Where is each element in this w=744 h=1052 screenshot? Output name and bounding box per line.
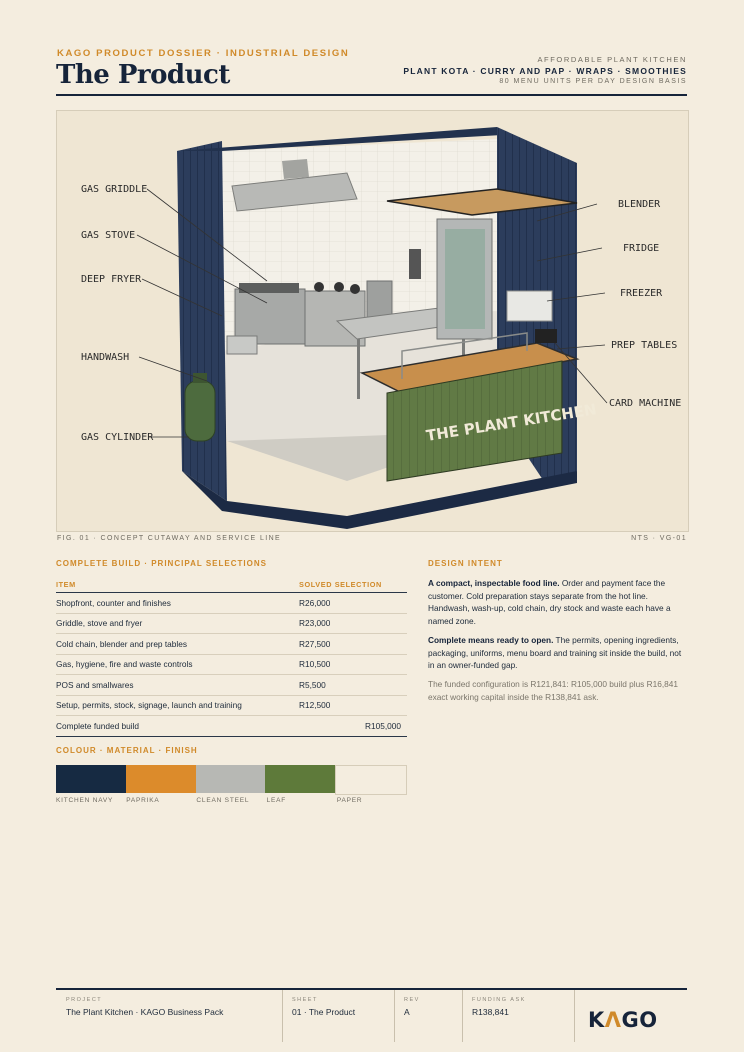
rev-label: REV [404, 997, 420, 1003]
label-gas-stove: GAS STOVE [81, 230, 136, 241]
funding-label: FUNDING ASK [472, 997, 526, 1003]
design-intent-text [428, 577, 688, 709]
intent-lead-1: A compact, inspectable food line. [428, 578, 560, 588]
intent-lead-2: Complete means ready to open. [428, 634, 554, 645]
swatch-paper [335, 765, 407, 795]
figure-reference: NTS · VG-01 [631, 535, 687, 542]
label-fridge: FRIDGE [623, 243, 660, 254]
label-deep-fryer: DEEP FRYER [81, 274, 142, 285]
row-item: Cold chain, blender and prep tables [56, 634, 299, 655]
funding-value: R138,841 [472, 1007, 509, 1017]
build-table [56, 576, 407, 737]
row-value: R26,000 [299, 593, 407, 614]
palette-swatches [56, 765, 407, 795]
swatch-leaf [265, 765, 335, 793]
row-value: R23,000 [299, 613, 407, 634]
sheet-label: SHEET [292, 997, 318, 1003]
swatch-clean-steel [196, 765, 266, 793]
swatch-paprika [126, 765, 196, 793]
intent-body-1: Order and payment face the customer. Cold preparation stays separate from the hot line. Handwash, wash-up, cold chain, dry stock and waste each have a named zone. [428, 578, 671, 627]
logo-go: GO [621, 1008, 658, 1032]
label-gas-griddle: GAS GRIDDLE [81, 184, 148, 195]
swatch-label: KITCHEN NAVY [56, 797, 114, 804]
logo-a: Λ [604, 1008, 622, 1032]
swatch-label: CLEAN STEEL [196, 797, 250, 804]
row-value: R10,500 [299, 654, 407, 675]
label-handwash: HANDWASH [81, 352, 130, 363]
cutaway-illustration [57, 111, 688, 531]
intent-paragraph-2 [428, 634, 688, 672]
rev-value: A [404, 1007, 410, 1017]
concept-cutaway-figure [56, 110, 689, 532]
palette-labels [56, 797, 407, 804]
intent-paragraph-3: The funded configuration is R121,841: R105,000 build plus R16,841 exact working capital inside the R138,841 ask. [428, 678, 679, 702]
table-row [56, 675, 407, 696]
table-row [56, 593, 407, 614]
row-item: Gas, hygiene, fire and waste controls [56, 654, 299, 675]
row-value: R12,500 [299, 695, 407, 716]
swatch-kitchen-navy [56, 765, 126, 793]
table-row [56, 654, 407, 675]
col-value-header: SOLVED SELECTION [299, 576, 407, 593]
row-value: R27,500 [299, 634, 407, 655]
build-heading: COMPLETE BUILD · PRINCIPAL SELECTIONS [56, 559, 267, 568]
total-item: Complete funded build [56, 716, 299, 737]
intent-body-2: The permits, opening ingredients, packaging, uniforms, menu board and training sit inside the build, not in an owner-funded gap. [428, 634, 682, 671]
row-item: Griddle, stove and fryer [56, 613, 299, 634]
intent-paragraph-1 [428, 577, 688, 628]
table-row [56, 695, 407, 716]
label-gas-cylinder: GAS CYLINDER [81, 432, 154, 443]
label-freezer: FREEZER [620, 288, 663, 299]
col-item-header: ITEM [56, 576, 299, 593]
intent-heading: DESIGN INTENT [428, 559, 503, 568]
footer-sheet [282, 989, 392, 1041]
project-value: The Plant Kitchen · KAGO Business Pack [66, 1007, 224, 1017]
row-item: Setup, permits, stock, signage, launch and training [56, 695, 299, 716]
swatch-label: PAPRIKA [126, 797, 160, 804]
total-value: R105,000 [299, 716, 407, 737]
counter-sign: THE PLANT KITCHEN [424, 400, 598, 445]
figure-caption: FIG. 01 · CONCEPT CUTAWAY AND SERVICE LINE [57, 535, 282, 542]
table-total-row [56, 716, 407, 737]
page-title: The Product [56, 60, 230, 90]
row-item: Shopfront, counter and finishes [56, 593, 299, 614]
header-basis-line: 80 MENU UNITS PER DAY DESIGN BASIS [499, 78, 687, 85]
header-rule [56, 94, 687, 96]
sheet-value: 01 · The Product [292, 1007, 356, 1017]
palette-heading: COLOUR · MATERIAL · FINISH [56, 746, 198, 755]
label-card-machine: CARD MACHINE [609, 398, 682, 409]
table-row [56, 634, 407, 655]
label-blender: BLENDER [618, 199, 661, 210]
footer-rev [394, 989, 460, 1041]
logo-k: K [588, 1008, 605, 1032]
dossier-kicker: KAGO PRODUCT DOSSIER · INDUSTRIAL DESIGN [57, 48, 350, 59]
project-label: PROJECT [66, 997, 103, 1003]
footer-divider [574, 990, 575, 1042]
header-menu-line: PLANT KOTA · CURRY AND PAP · WRAPS · SMOOTHIES [403, 66, 687, 76]
header-subtitle: AFFORDABLE PLANT KITCHEN [537, 55, 687, 64]
table-row [56, 613, 407, 634]
footer-funding [462, 989, 572, 1041]
row-item: POS and smallwares [56, 675, 299, 696]
kago-logo [588, 1008, 658, 1032]
row-value: R5,500 [299, 675, 407, 696]
swatch-label: LEAF [266, 797, 287, 804]
swatch-label: PAPER [336, 797, 363, 804]
label-prep-tables: PREP TABLES [611, 340, 678, 351]
footer-project [56, 989, 281, 1041]
